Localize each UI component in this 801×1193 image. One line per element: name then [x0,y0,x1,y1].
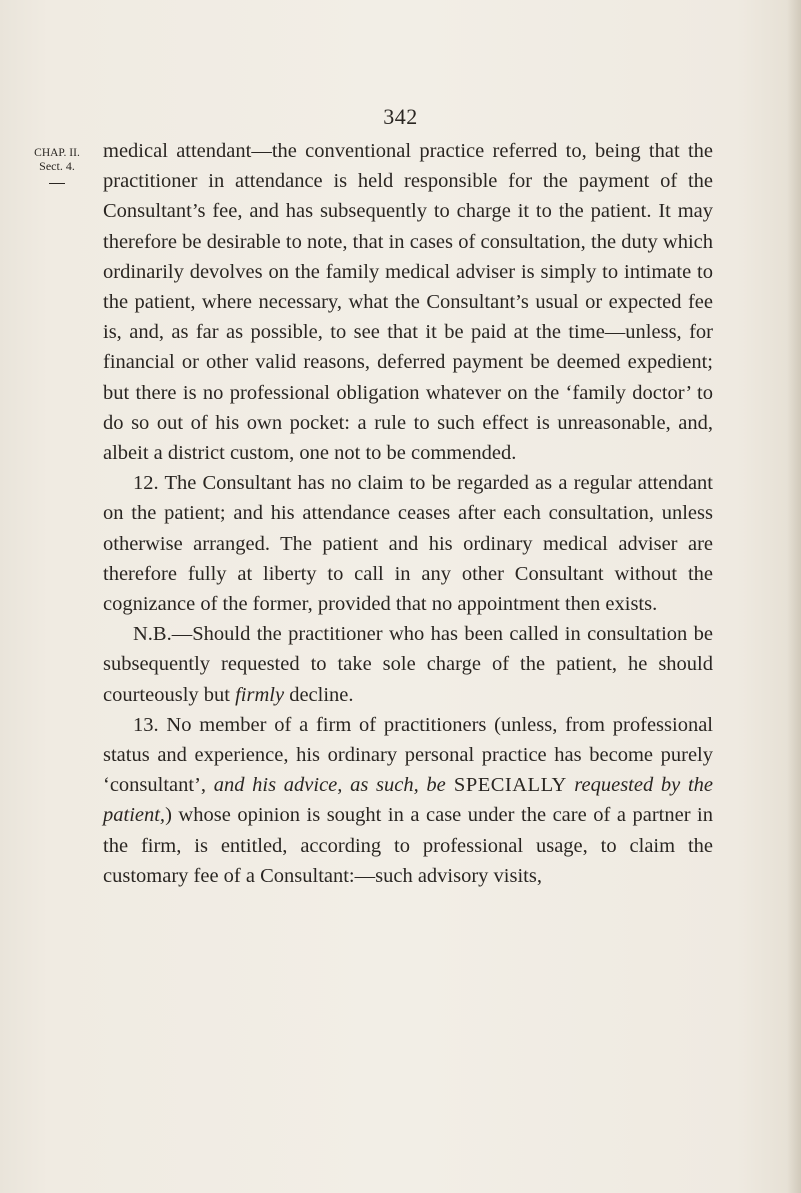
page-number: 342 [383,104,418,129]
p13-italic-b: requested by the patient, [103,774,713,827]
chapter-label: CHAP. II. [34,147,80,159]
paragraph-13 [103,710,713,891]
nb-text-end: decline. [284,683,354,706]
body-text [103,136,713,891]
p13-text-end: ) whose opinion is sought in a case under the care of a partner in the firm, is entitled, according to professional usage, to claim the customary fee of a Consultant:—such advisory visits, [103,804,713,887]
p13-italic-a: and his advice, as such, be [213,774,446,797]
paragraph-continued: medical attendant—the conventional practice referred to, being that the practitioner in attendance is held responsible for the payment of the Consultant’s fee, and has subsequently to charge it to the patient. It may therefore be desirable to note, that in cases of consultation, the duty which ordinarily devolves on the family medical adviser is simply to intimate to the patient, where necessary, what the Consultant’s usual or expected fee is, and, as far as possible, to see that it be paid at the time—unless, for financial or other valid reasons, deferred payment be deemed expedient; but there is no professional obligation whatever on the ‘family doctor’ to do so out of his own pocket: a rule to such effect is unreasonable, and, albeit a district custom, one not to be commended. [103,140,713,465]
nb-text: N.B.—Should the practitioner who has been called in consultation be subsequently requested to take sole charge of the patient, he should courteously but [103,623,713,706]
margin-dash [49,183,65,184]
p13-text: 13. No member of a firm of practitioners (unless, from professional status and experience, his ordinary personal practice has become purely ‘consultant’, [103,713,713,797]
nb-emphasis: firmly [235,683,285,706]
paragraph-nb [103,619,713,710]
paragraph-12: 12. The Consultant has no claim to be regarded as a regular attendant on the patient; and his attendance ceases after each consultation, unless otherwise arranged. The patient and his ordinary medical adviser are therefore fully at liberty to call in any other Consultant without the cognizance of the former, provided that no appointment then exists. [103,472,713,616]
page-edge-shadow [787,0,801,1193]
p13-smallcaps: SPECIALLY [445,774,575,797]
section-label: Sect. 4. [39,159,75,173]
margin-note [17,147,97,184]
